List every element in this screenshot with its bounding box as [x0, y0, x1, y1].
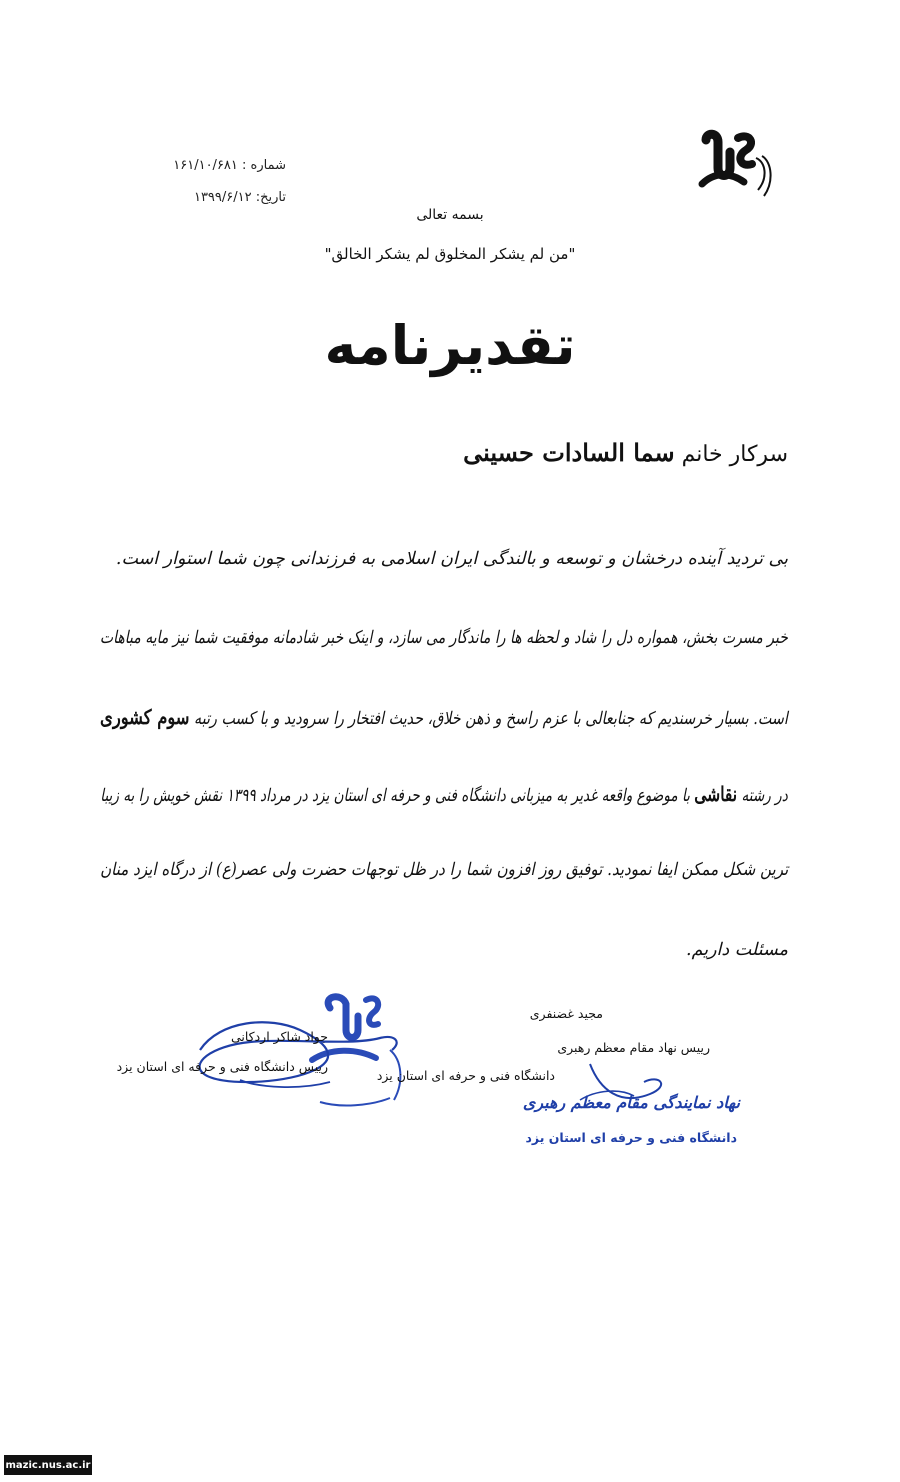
right-signatory-org: دانشگاه فنی و حرفه ای استان یزد — [376, 1068, 555, 1083]
left-signatory-name: جواد شاکر اردکانی — [230, 1029, 328, 1044]
rank-highlight: سوم کشوری — [100, 705, 190, 729]
body-line-3-text: است. بسیار خرسندیم که جنابعالی با عزم راسخ و ذهن خلاق، حدیث افتخار را سرودید و با کسب رتبه — [194, 709, 788, 729]
body-line-1: بی تردید آینده درخشان و توسعه و بالندگی ایران اسلامی به فرزندانی چون شما استوار است. — [115, 549, 788, 569]
right-stamp-text: دانشگاه فنی و حرفه ای استان یزد — [525, 1130, 737, 1145]
left-signatory-role: رییس دانشگاه فنی و حرفه ای استان یزد — [116, 1059, 328, 1074]
body-line-3 — [100, 705, 788, 729]
recipient-name: سما السادات حسینی — [463, 438, 675, 467]
body-line-4 — [101, 782, 788, 806]
university-logo-icon — [694, 128, 778, 210]
body-line-2: خبر مسرت بخش، همواره دل را شاد و لحظه ها را ماندگار می سازد، و اینک خبر شادمانه موفقیت شما نیز مایه مباهات — [100, 628, 788, 648]
basmala: بسمه تعالی — [416, 207, 484, 223]
right-stamp-script: نهاد نمایندگی مقام معظم رهبری — [522, 1093, 740, 1112]
salutation-prefix: سرکار خانم — [681, 442, 788, 467]
document-number: شماره : ۱۶۱/۱۰/۶۸۱ — [173, 158, 286, 173]
body-line-4-text: با موضوع واقعه غدیر به میزبانی دانشگاه فنی و حرفه ای استان یزد در مرداد ۱۳۹۹ نقش خویش را به زیبا — [100, 786, 691, 806]
hadith-quote: "من لم یشکر المخلوق لم یشکر الخالق" — [324, 245, 576, 263]
salutation — [463, 438, 788, 467]
footer-badge-label: mazic.nus.ac.ir — [5, 1459, 91, 1471]
body-line-6: مسئلت داریم. — [686, 940, 788, 960]
body-line-4-prefix: در رشته — [741, 786, 788, 806]
body-line-5: ترین شکل ممکن ایفا نمودید. توفیق روز افزون شما را در ظل توجهات حضرت ولی عصر(ع) از درگاه ایزد منان — [99, 860, 788, 880]
footer-badge — [4, 1455, 92, 1475]
field-highlight: نقاشی — [694, 782, 738, 806]
right-signatory-name: مجید غضنفری — [529, 1006, 603, 1021]
page-title: تقدیرنامه — [324, 314, 576, 377]
document-date: تاریخ: ۱۳۹۹/۶/۱۲ — [193, 190, 286, 205]
right-signatory-role: رییس نهاد مقام معظم رهبری — [557, 1040, 710, 1055]
